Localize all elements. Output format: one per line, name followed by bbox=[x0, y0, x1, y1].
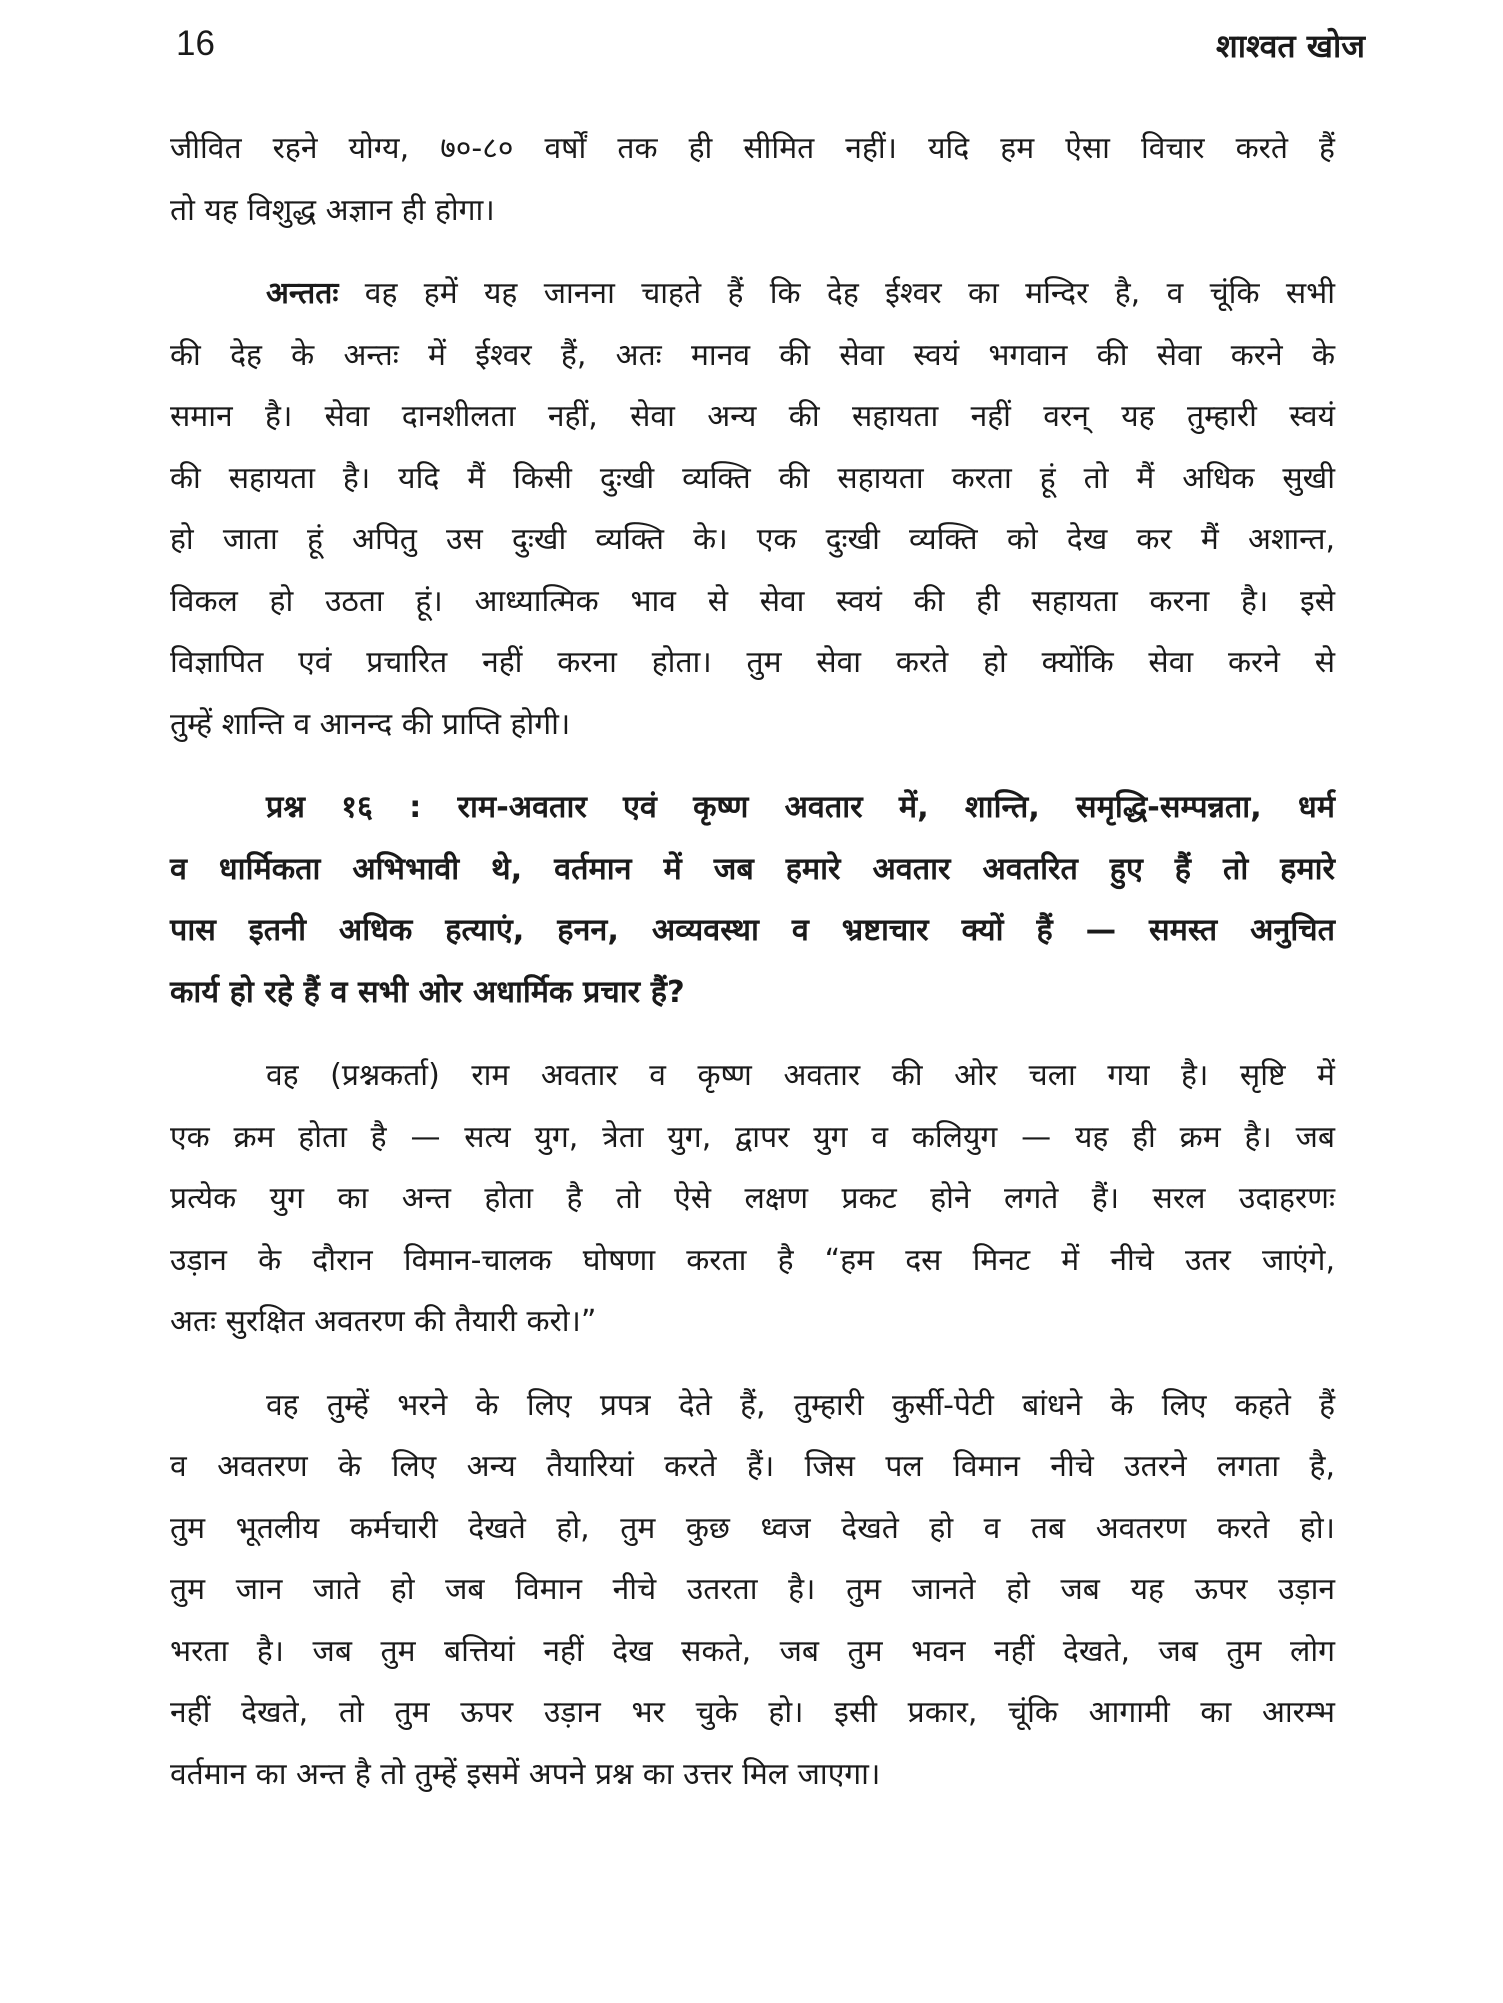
text-line-rest: वह हमें यह जानना चाहते हैं कि देह ईश्वर का मन्दिर है, व चूंकि सभी bbox=[338, 276, 1335, 311]
text-line bbox=[170, 263, 1335, 325]
question-16 bbox=[170, 777, 1335, 1023]
text-line: व धार्मिकता अभिभावी थे, वर्तमान में जब हमारे अवतार अवतरित हुए हैं तो हमारे bbox=[170, 851, 1335, 887]
text-line: विज्ञापित एवं प्रचारित नहीं करना होता। तुम सेवा करते हो क्योंकि सेवा करने से bbox=[170, 645, 1335, 680]
text-line: व अवतरण के लिए अन्य तैयारियां करते हैं। जिस पल विमान नीचे उतरने लगता है, bbox=[170, 1449, 1335, 1484]
text-line: की सहायता है। यदि मैं किसी दुःखी व्यक्ति की सहायता करता हूं तो मैं अधिक सुखी bbox=[170, 460, 1335, 496]
text-line: की देह के अन्तः में ईश्वर हैं, अतः मानव की सेवा स्वयं भगवान की सेवा करने के bbox=[170, 337, 1335, 373]
text-line: प्रत्येक युग का अन्त होता है तो ऐसे लक्षण प्रकट होने लगते हैं। सरल उदाहरणः bbox=[170, 1181, 1335, 1216]
text-line: एक क्रम होता है — सत्य युग, त्रेता युग, द्वापर युग व कलियुग — यह ही क्रम है। जब bbox=[170, 1119, 1335, 1155]
text-line: उड़ान के दौरान विमान-चालक घोषणा करता है “हम दस मिनट में नीचे उतर जाएंगे, bbox=[170, 1242, 1335, 1278]
text-line: विकल हो उठता हूं। आध्यात्मिक भाव से सेवा स्वयं की ही सहायता करना है। इसे bbox=[170, 583, 1335, 619]
text-line: तुम्हें शान्ति व आनन्द की प्राप्ति होगी। bbox=[170, 706, 571, 742]
text-line: तुम जान जाते हो जब विमान नीचे उतरता है। तुम जानते हो जब यह ऊपर उड़ान bbox=[170, 1572, 1335, 1607]
paragraph-lead: अन्ततः bbox=[266, 276, 339, 311]
text-line: कार्य हो रहे हैं व सभी ओर अधार्मिक प्रचार हैं? bbox=[170, 974, 685, 1010]
paragraph-seva bbox=[170, 263, 1335, 755]
paragraph-answer bbox=[170, 1045, 1335, 1353]
text-line: अतः सुरक्षित अवतरण की तैयारी करो।” bbox=[170, 1304, 597, 1339]
text-line: हो जाता हूं अपितु उस दुःखी व्यक्ति के। एक दुःखी व्यक्ति को देख कर मैं अशान्त, bbox=[170, 522, 1335, 557]
paragraph-landing bbox=[170, 1375, 1335, 1806]
page-body bbox=[170, 118, 1335, 1805]
text-line: वर्तमान का अन्त है तो तुम्हें इसमें अपने प्रश्न का उत्तर मिल जाएगा। bbox=[170, 1756, 881, 1792]
running-title: शाश्वत खोज bbox=[1215, 27, 1365, 65]
text-line: जीवित रहने योग्य, ७०-८० वर्षों तक ही सीमित नहीं। यदि हम ऐसा विचार करते हैं bbox=[170, 131, 1335, 166]
text-line: समान है। सेवा दानशीलता नहीं, सेवा अन्य की सहायता नहीं वरन् यह तुम्हारी स्वयं bbox=[170, 399, 1335, 434]
text-line: नहीं देखते, तो तुम ऊपर उड़ान भर चुके हो। इसी प्रकार, चूंकि आगामी का आरम्भ bbox=[170, 1695, 1335, 1730]
text-line: तो यह विशुद्ध अज्ञान ही होगा। bbox=[170, 192, 495, 228]
page-number: 16 bbox=[176, 24, 215, 63]
text-line: तुम भूतलीय कर्मचारी देखते हो, तुम कुछ ध्वज देखते हो व तब अवतरण करते हो। bbox=[170, 1510, 1335, 1546]
text-line: वह (प्रश्नकर्ता) राम अवतार व कृष्ण अवतार की ओर चला गया है। सृष्टि में bbox=[266, 1058, 1335, 1093]
text-line: भरता है। जब तुम बत्तियां नहीं देख सकते, जब तुम भवन नहीं देखते, जब तुम लोग bbox=[170, 1633, 1335, 1669]
text-line: पास इतनी अधिक हत्याएं, हनन, अव्यवस्था व भ्रष्टाचार क्यों हैं — समस्त अनुचित bbox=[170, 913, 1335, 948]
text-line: प्रश्न १६ : राम-अवतार एवं कृष्ण अवतार में, शान्ति, समृद्धि-सम्पन्नता, धर्म bbox=[266, 790, 1335, 825]
text-line: वह तुम्हें भरने के लिए प्रपत्र देते हैं, तुम्हारी कुर्सी-पेटी बांधने के लिए कहते हैं bbox=[266, 1387, 1335, 1423]
paragraph-continuation bbox=[170, 118, 1335, 241]
